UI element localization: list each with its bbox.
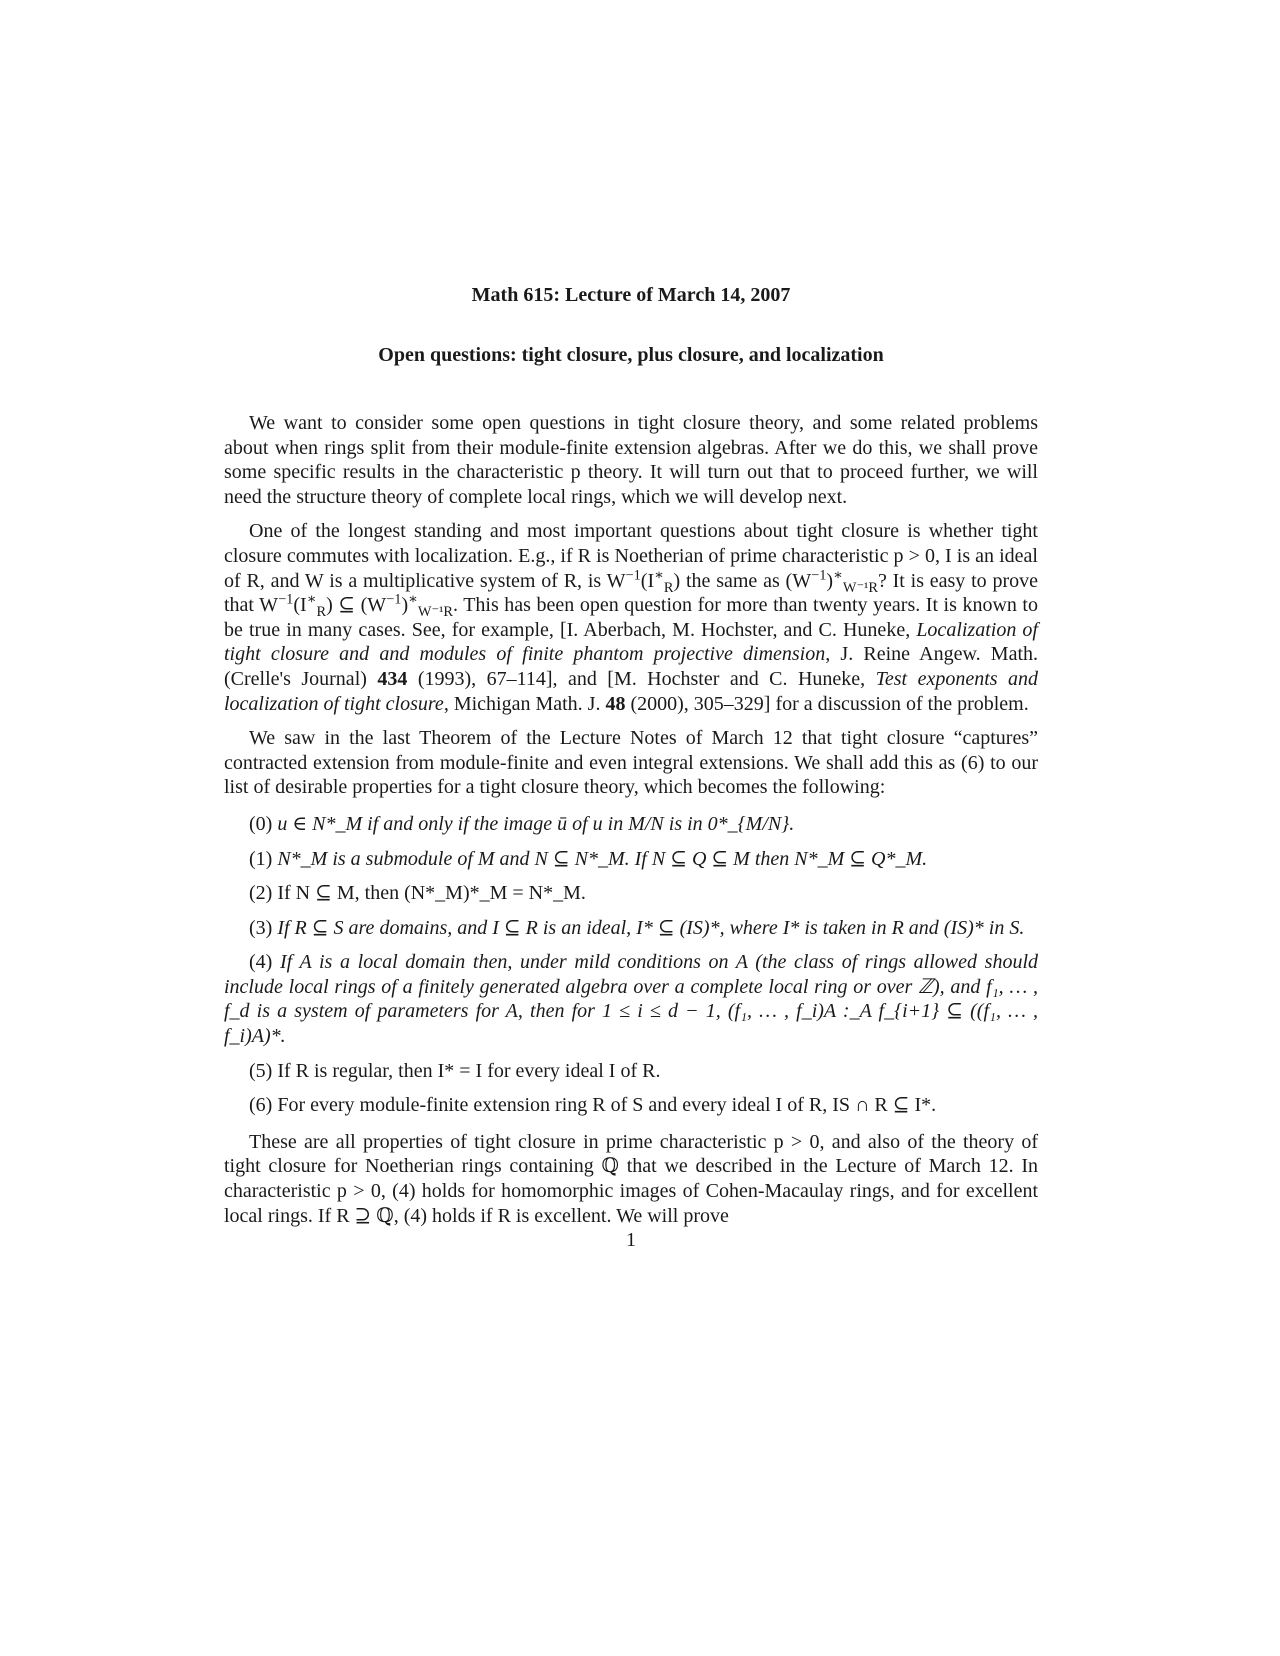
page-number: 1	[626, 1229, 636, 1252]
p2-text-a: One of the longest standing and most important questions about tight closure is whether tight closure commutes with localization. E.g., if R is Noetherian of prime characteristic p > 0, I is an ideal of R, and W is a multiplicative system of R, is W	[224, 520, 1038, 592]
property-6	[224, 1093, 1038, 1118]
property-text: If R is regular, then I* = I for every ideal I of R.	[277, 1059, 661, 1082]
page-content	[224, 283, 1038, 1252]
lecture-subtitle: Open questions: tight closure, plus closure, and localization	[378, 344, 884, 366]
sup-neg-one-3: −1	[278, 591, 294, 608]
sup-star-1: ∗	[654, 566, 664, 583]
property-text: For every module-finite extension ring R of S and every ideal I of R, IS ∩ R ⊆ I*.	[277, 1094, 937, 1117]
p2-text-f: (I	[293, 594, 307, 617]
sub-winv-r-1: W⁻¹R	[842, 579, 878, 596]
property-1	[224, 847, 1038, 872]
p2-text-c: ) the same as (W	[673, 569, 812, 592]
property-0	[224, 812, 1038, 837]
property-text: If A is a local domain then, under mild conditions on A (the class of rings allowed should include local rings of a finitely generated algebra over a complete local ring or over ℤ), and f₁, … , f_d is a system of parameters for A, then for 1 ≤ i ≤ d − 1, (f₁, … , f_i)A :_A f_{i+1} ⊆ ((f₁, … , f_i)A)*.	[224, 951, 1038, 1048]
sup-neg-one-1: −1	[625, 566, 641, 583]
sub-r-1: R	[663, 579, 674, 596]
p2-text-g: ) ⊆ (W	[326, 594, 387, 617]
property-number: (4)	[249, 951, 273, 974]
reference-1-volume: 434	[377, 667, 408, 690]
sub-winv-r-2: W⁻¹R	[417, 604, 454, 621]
sup-neg-one-4: −1	[386, 591, 402, 608]
property-5	[224, 1059, 1038, 1084]
p2-text-i: . This has been open question for more than twenty years. It is known to be true in many cases. See, for example, [I. Aberbach, M. Hochster, and C. Huneke,	[224, 594, 1038, 641]
localization-paragraph	[224, 519, 1038, 716]
property-text: N*_M is a submodule of M and N ⊆ N*_M. If N ⊆ Q ⊆ M then N*_M ⊆ Q*_M.	[277, 847, 928, 870]
reference-1-title: Localization of tight closure and and modules of finite phantom projective dimension	[224, 618, 1038, 666]
property-text: u ∈ N*_M if and only if the image ū of u in M/N is in 0*_{M/N}.	[277, 812, 795, 835]
captures-paragraph: We saw in the last Theorem of the Lecture Notes of March 12 that tight closure “captures” contracted extension from module-finite and even integral extensions. We shall add this as (6) to our list of desirable properties for a tight closure theory, which becomes the following:	[224, 727, 1038, 799]
p2-text-d: )	[826, 569, 834, 592]
property-4	[224, 950, 1038, 1048]
sup-star-2: ∗	[833, 566, 843, 583]
property-number: (5)	[249, 1059, 273, 1082]
p2-text-k: (1993), 67–114], and [M. Hochster and C. Huneke,	[407, 667, 876, 690]
property-text: If N ⊆ M, then (N*_M)*_M = N*_M.	[277, 882, 586, 905]
p2-text-b: (I	[640, 569, 655, 592]
reference-2-volume: 48	[605, 692, 626, 715]
sup-star-4: ∗	[408, 591, 418, 608]
property-number: (2)	[249, 882, 273, 905]
property-number: (6)	[249, 1094, 273, 1117]
property-2	[224, 881, 1038, 906]
lecture-title: Math 615: Lecture of March 14, 2007	[471, 284, 791, 306]
summary-paragraph: These are all properties of tight closure in prime characteristic p > 0, and also of the theory of tight closure for Noetherian rings containing ℚ that we described in the Lecture of March 12. In characteristic p > 0, (4) holds for homomorphic images of Cohen-Macaulay rings, and for excellent local rings. If R ⊇ ℚ, (4) holds if R is excellent. We will prove	[224, 1130, 1038, 1227]
property-text: If R ⊆ S are domains, and I ⊆ R is an ideal, I* ⊆ (IS)*, where I* is taken in R and (IS)* in S.	[277, 916, 1025, 939]
property-number: (3)	[249, 916, 273, 939]
p2-text-h: )	[401, 594, 409, 617]
reference-2-title: Test exponents and localization of tight closure	[224, 667, 1038, 715]
p2-text-l: , Michigan Math. J.	[443, 692, 606, 715]
p2-text-m: (2000), 305–329] for a discussion of the problem.	[625, 692, 1029, 715]
p2-text-j: , J. Reine Angew. Math. (Crelle's Journal)	[224, 643, 1039, 690]
property-number: (1)	[249, 847, 273, 870]
intro-paragraph: We want to consider some open questions in tight closure theory, and some related problems about when rings split from their module-finite extension algebras. After we do this, we shall prove some specific results in the characteristic p theory. It will turn out that to proceed further, we will need the structure theory of complete local rings, which we will develop next.	[224, 412, 1038, 508]
sup-neg-one-2: −1	[811, 566, 827, 583]
property-3	[224, 916, 1038, 941]
sub-r-2: R	[316, 604, 327, 621]
p2-text-e: ? It is easy to prove that W	[224, 569, 1038, 617]
property-number: (0)	[249, 812, 273, 835]
sup-star-3: ∗	[306, 591, 317, 608]
